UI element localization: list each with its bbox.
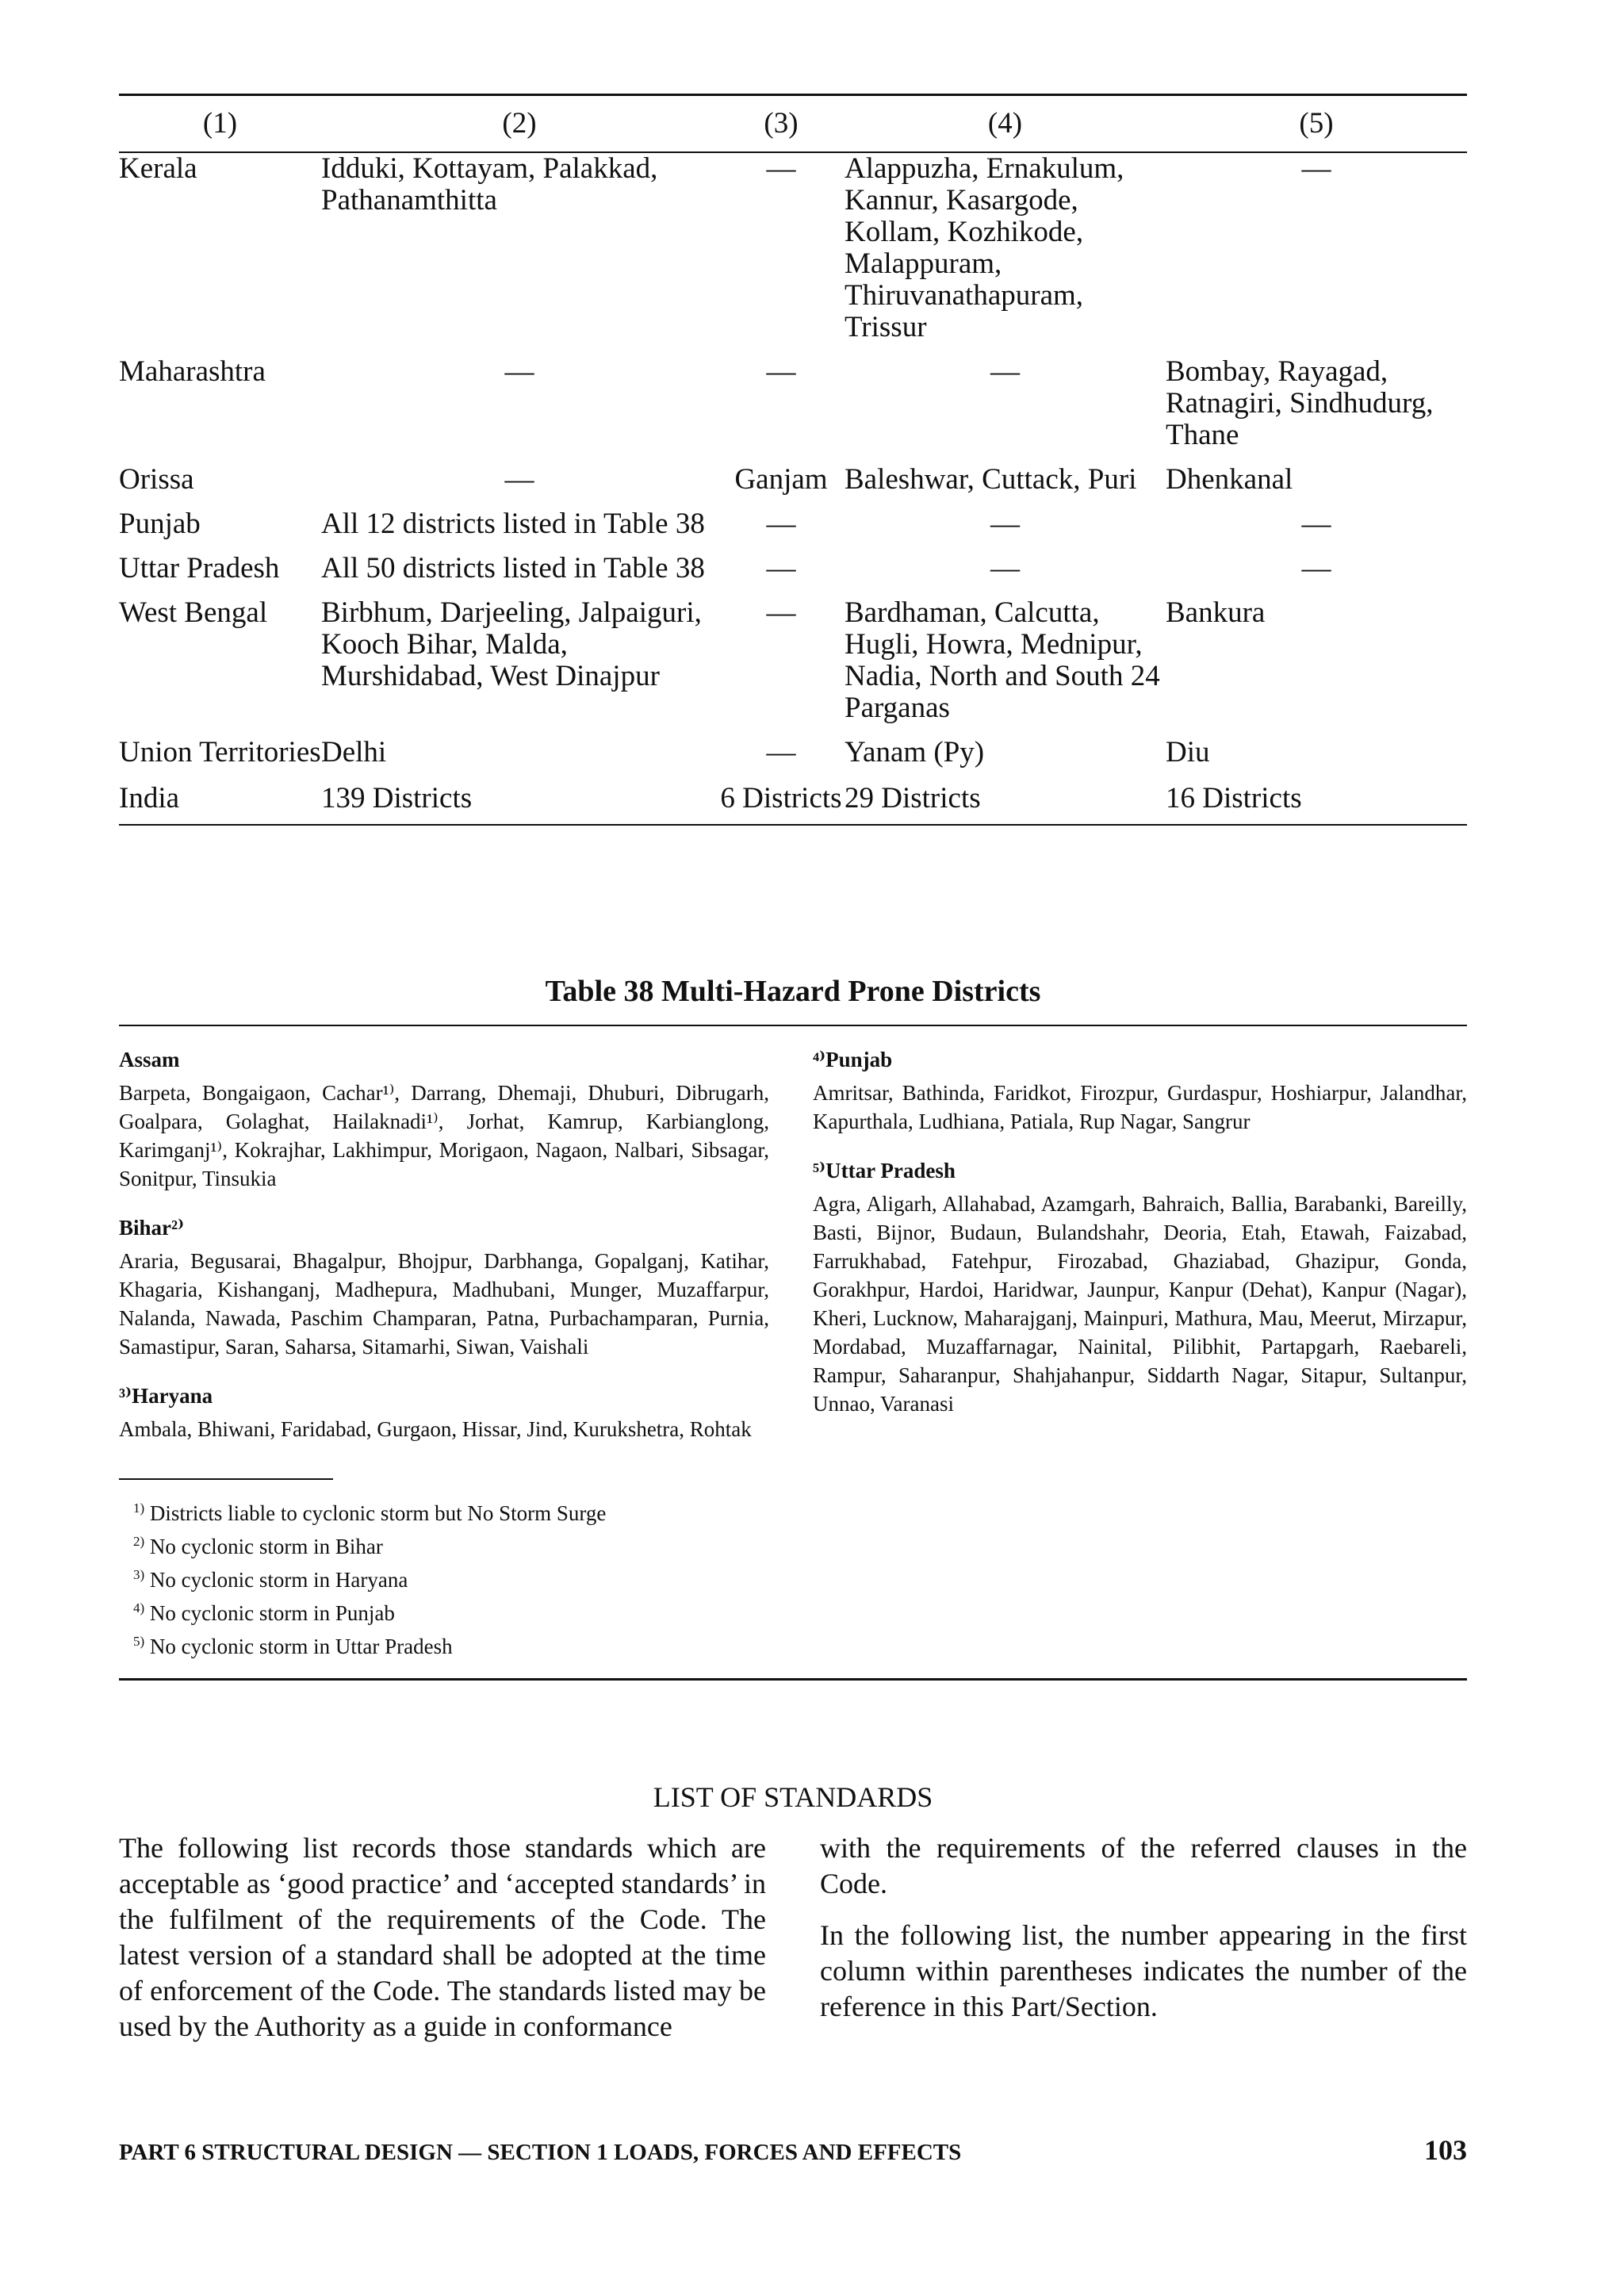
- cell: —: [990, 355, 1020, 388]
- state-cell: West Bengal: [119, 596, 268, 629]
- district-list: Amritsar, Bathinda, Faridkot, Firozpur, Gurdaspur, Hoshiarpur, Jalandhar, Kapurthala, Ludhiana, Patiala, Rup Nagar, Sangrur: [813, 1081, 1467, 1133]
- running-footer: PART 6 STRUCTURAL DESIGN — SECTION 1 LOADS, FORCES AND EFFECTS: [119, 2140, 962, 2165]
- table-header-row: [119, 96, 1467, 151]
- table-38-title: Table 38 Multi-Hazard Prone Districts: [545, 975, 1041, 1008]
- cell: —: [504, 355, 534, 388]
- state-heading: ⁵⁾Uttar Pradesh: [813, 1159, 956, 1182]
- cell: —: [766, 736, 796, 768]
- state-cell: India: [119, 782, 180, 814]
- table-row: [119, 553, 1467, 597]
- table-row: [119, 356, 1467, 464]
- footnote-separator: [119, 1478, 333, 1480]
- district-list: Araria, Begusarai, Bhagalpur, Bhojpur, Darbhanga, Gopalganj, Katihar, Khagaria, Kishanganj, Madhepura, Madhubani, Munger, Muzaffarpur, Nalanda, Nawada, Paschim Champaran, Patna, Purbachamparan, Purnia, Samastipur, Saran, Saharsa, Sitamarhi, Siwan, Vaishali: [119, 1249, 769, 1359]
- cell: Birbhum, Darjeeling, Jalpaiguri, Kooch Bihar, Malda, Murshidabad, West Dinajpur: [321, 596, 702, 692]
- cell: 6 Districts: [720, 782, 842, 814]
- district-list: Barpeta, Bongaigaon, Cachar¹⁾, Darrang, Dhemaji, Dhuburi, Dibrugarh, Goalpara, Golaghat, Hailaknadi¹⁾, Jorhat, Kamrup, Karbianglong, Karimganj¹⁾, Kokrajhar, Lakhimpur, Morigaon, Nagaon, Nalbari, Sibsagar, Sonitpur, Tinsukia: [119, 1081, 769, 1190]
- footnote-mark: ⁴⁾: [813, 1048, 826, 1071]
- cell: 16 Districts: [1166, 782, 1302, 814]
- table-38-bottom-rule: [119, 1678, 1467, 1681]
- cell: Idduki, Kottayam, Palakkad, Pathanamthitta: [321, 152, 658, 217]
- left-text-column: [119, 1830, 766, 2045]
- footnote: $^{2)}$ No cyclonic storm in Bihar: [133, 1534, 383, 1558]
- cell: Baleshwar, Cuttack, Puri: [845, 463, 1137, 496]
- cell: Bombay, Rayagad, Ratnagiri, Sindhudurg, Thane: [1166, 355, 1434, 451]
- cell: —: [766, 508, 796, 540]
- cell: —: [990, 508, 1020, 540]
- column-header: (2): [502, 107, 537, 140]
- cell: —: [504, 463, 534, 496]
- cell: Alappuzha, Ernakulum, Kannur, Kasargode, Kollam, Kozhikode, Malappuram, Thiruvanathapuram, Trissur: [845, 152, 1124, 343]
- district-list: Ambala, Bhiwani, Faridabad, Gurgaon, Hissar, Jind, Kurukshetra, Rohtak: [119, 1417, 752, 1441]
- hazard-districts-table: [119, 94, 1467, 826]
- table-row: [119, 597, 1467, 737]
- paragraph: In the following list, the number appearing in the first column within parentheses indicates the number of the reference in this Part/Section.: [820, 1919, 1467, 2022]
- list-of-standards-heading: LIST OF STANDARDS: [653, 1781, 933, 1813]
- cell: Delhi: [321, 736, 387, 768]
- footnote: $^{3)}$ No cyclonic storm in Haryana: [133, 1567, 408, 1592]
- right-text-column: [820, 1830, 1467, 2045]
- footnote-mark: ³⁾: [119, 1384, 132, 1408]
- state-heading: Bihar²⁾: [119, 1216, 185, 1240]
- cell: —: [1301, 552, 1331, 584]
- list-of-standards-body: [119, 1830, 1467, 2045]
- column-header: (3): [764, 107, 799, 140]
- table-row: [119, 737, 1467, 781]
- column-header: (5): [1299, 107, 1334, 140]
- state-cell: Punjab: [119, 508, 201, 540]
- district-list: Agra, Aligarh, Allahabad, Azamgarh, Bahraich, Ballia, Barabanki, Bareilly, Basti, Bijnor, Budaun, Bulandshahr, Deoria, Etah, Etawah, Faizabad, Farrukhabad, Fatehpur, Firozabad, Ghaziabad, Ghazipur, Gonda, Gorakhpur, Hardoi, Haridwar, Jaunpur, Kanpur (Dehat), Kanpur (Nagar), Kheri, Lucknow, Maharajganj, Mainpuri, Mathura, Mau, Meerut, Mirzapur, Mordabad, Muzaffarnagar, Nainital, Pilibhit, Partapgarh, Raebareli, Rampur, Saharanpur, Shahjahanpur, Siddarth Nagar, Sitapur, Sultanpur, Unnao, Varanasi: [813, 1192, 1467, 1416]
- column-header: (1): [202, 107, 238, 140]
- cell: Diu: [1166, 736, 1210, 768]
- cell: —: [766, 355, 796, 388]
- state-cell: Uttar Pradesh: [119, 552, 280, 584]
- page-number: 103: [1424, 2134, 1467, 2166]
- cell: —: [766, 152, 796, 185]
- state-heading: ⁴⁾Punjab: [813, 1048, 893, 1071]
- cell: —: [1301, 508, 1331, 540]
- table-row: [119, 153, 1467, 356]
- state-cell: Kerala: [119, 152, 197, 185]
- table-38: [119, 1025, 1467, 1681]
- cell: 139 Districts: [321, 782, 473, 814]
- cell: All 50 districts listed in Table 38: [321, 552, 705, 584]
- cell: 29 Districts: [845, 782, 981, 814]
- page-footer: [119, 2133, 1467, 2167]
- cell: Ganjam: [734, 463, 828, 496]
- cell: —: [990, 552, 1020, 584]
- footnote: $^{4)}$ No cyclonic storm in Punjab: [133, 1600, 395, 1625]
- table-total-row: [119, 781, 1467, 824]
- column-header: (4): [987, 107, 1023, 140]
- cell: —: [766, 552, 796, 584]
- footnote-mark: ⁵⁾: [813, 1159, 826, 1182]
- state-cell: Orissa: [119, 463, 194, 496]
- cell: Dhenkanal: [1166, 463, 1293, 496]
- footnotes: [119, 1494, 1467, 1661]
- paragraph: with the requirements of the referred clauses in the Code.: [820, 1832, 1467, 1899]
- state-heading: Assam: [119, 1048, 180, 1071]
- table-row: [119, 464, 1467, 508]
- footnote: $^{5)}$ No cyclonic storm in Uttar Pradesh: [133, 1634, 453, 1658]
- state-cell: Union Territories: [119, 736, 321, 768]
- cell: —: [1301, 152, 1331, 185]
- state-heading: ³⁾Haryana: [119, 1384, 213, 1408]
- cell: Bardhaman, Calcutta, Hugli, Howra, Mednipur, Nadia, North and South 24 Parganas: [845, 596, 1160, 724]
- state-cell: Maharashtra: [119, 355, 266, 388]
- paragraph: The following list records those standards which are acceptable as ‘good practice’ and ‘accepted standards’ in the fulfilment of the requirements of the Code. The latest version of a standard shall be adopted at the time of enforcement of the Code. The standards listed may be used by the Authority as a guide in conformance: [119, 1832, 766, 2042]
- cell: —: [766, 596, 796, 629]
- table-row: [119, 508, 1467, 553]
- footnote: $^{1)}$ Districts liable to cyclonic storm but No Storm Surge: [133, 1501, 607, 1525]
- cell: Bankura: [1166, 596, 1266, 629]
- cell: Yanam (Py): [845, 736, 985, 768]
- cell: All 12 districts listed in Table 38: [321, 508, 705, 540]
- table-38-left-column: [119, 1045, 769, 1443]
- table-38-right-column: [813, 1045, 1467, 1443]
- table-bottom-rule: [119, 824, 1467, 826]
